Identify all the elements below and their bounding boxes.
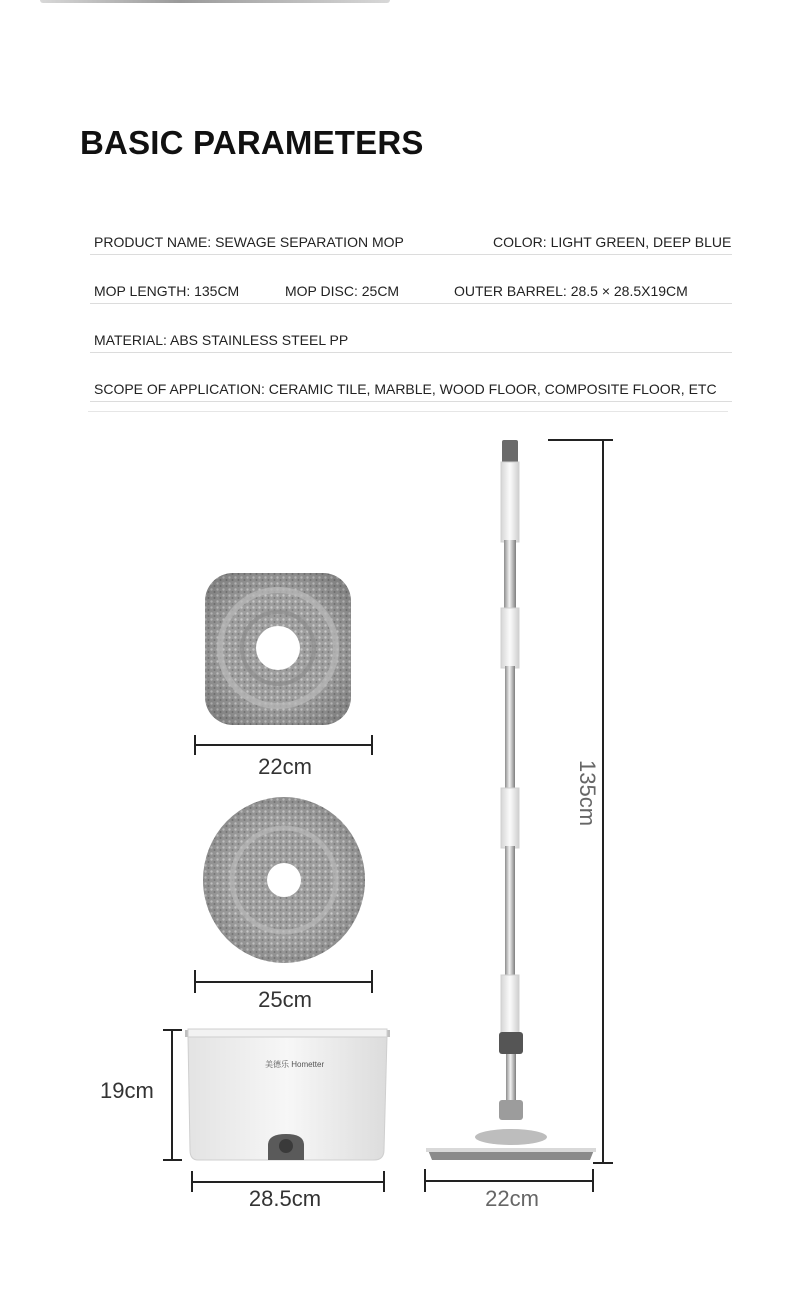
bucket-image: [185, 1029, 390, 1160]
square-pad-dimension-label: 22cm: [258, 754, 312, 779]
mop-length-dimension-label: 135cm: [575, 760, 600, 827]
mop-image: [426, 440, 596, 1160]
round-mop-pad-image: [203, 797, 365, 963]
bucket-width-dimension-label: 28.5cm: [248, 1186, 322, 1211]
bucket-height-dimension-label: 19cm: [100, 1078, 154, 1103]
material-text: MATERIAL: ABS STAINLESS STEEL PP: [94, 332, 349, 348]
page-title: BASIC PARAMETERS: [80, 124, 424, 161]
bucket-brand-logo: 美德乐 Hometter: [265, 1060, 325, 1069]
outer-barrel-text: OUTER BARREL: 28.5 × 28.5X19CM: [454, 283, 688, 299]
color-text: COLOR: LIGHT GREEN, DEEP BLUE: [493, 234, 732, 250]
round-pad-dimension-label: 25cm: [258, 987, 312, 1012]
mop-head-dimension-label: 22cm: [485, 1186, 539, 1211]
product-name-text: PRODUCT NAME: SEWAGE SEPARATION MOP: [94, 234, 404, 250]
mop-length-text: MOP LENGTH: 135CM: [94, 283, 240, 299]
square-mop-pad-image: [205, 573, 351, 725]
scope-text: SCOPE OF APPLICATION: CERAMIC TILE, MARBLE, WOOD FLOOR, COMPOSITE FLOOR, ETC: [94, 381, 717, 397]
mop-disc-text: MOP DISC: 25CM: [285, 283, 400, 299]
